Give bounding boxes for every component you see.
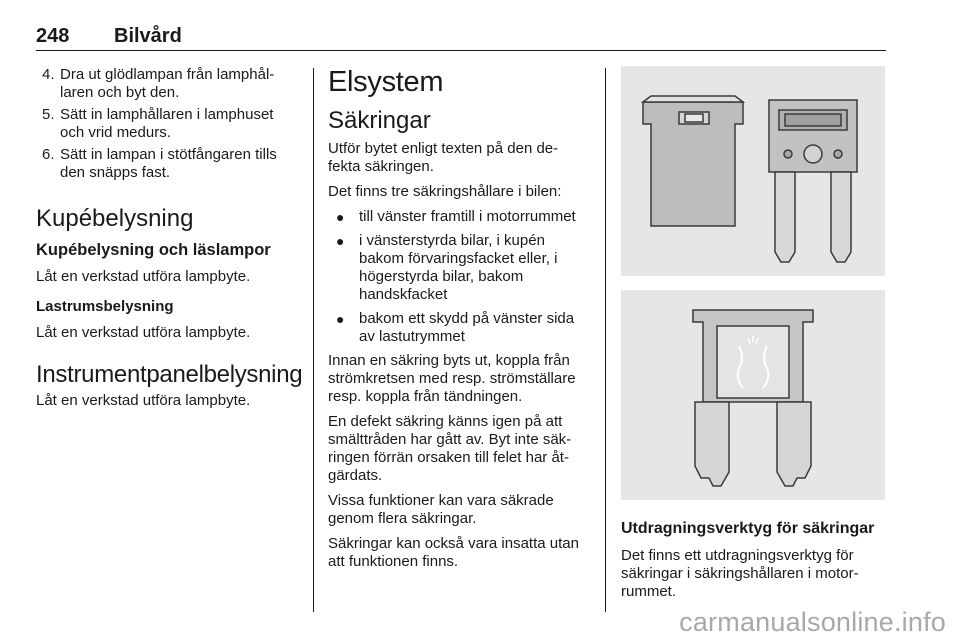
instrument-text: Låt en verkstad utföra lampbyte. (36, 392, 251, 409)
elsystem-title: Elsystem (328, 66, 444, 98)
watermark: carmanualsonline.info (679, 607, 946, 637)
list-item: ● bakom ett skydd på vänster sida av lastutrymmet (336, 310, 575, 345)
bullet-icon: ● (336, 311, 345, 327)
step-list (36, 66, 298, 182)
extractor-heading: Utdragningsverktyg för säkringar (621, 520, 875, 537)
paragraph: Innan en säkring byts ut, koppla från strömkretsen med resp. strömställare resp. koppla från tändningen. (328, 352, 576, 405)
list-item: 6. Sätt in lampan i stötfångaren tills den snäpps fast. (42, 146, 277, 181)
list-item: 5. Sätt in lamphållaren i lamphuset och vrid medurs. (42, 106, 274, 141)
paragraph: En defekt säkring känns igen på att smälttråden har gått av. Byt inte säk-ringen förrän orsaken till felet har åt-gärdats. (328, 413, 572, 484)
column-2 (328, 66, 590, 578)
fuse-drawing (621, 66, 885, 276)
extractor-drawing (621, 290, 885, 500)
paragraph: Vissa funktioner kan vara säkrade genom flera säkringar. (328, 492, 554, 527)
page-header (36, 24, 886, 51)
list-item: ● i vänsterstyrda bilar, i kupén bakom förvaringsfacket eller, i högerstyrda bilar, bakom handskfacket (336, 232, 558, 303)
kupe-text: Låt en verkstad utföra lampbyte. (36, 268, 251, 285)
bullet-icon: ● (336, 209, 345, 225)
extractor-text: Det finns ett utdragningsverktyg för säkringar i säkringshållaren i motor-rummet. (621, 547, 859, 600)
fuse-holder-list (328, 208, 590, 346)
paragraph: Säkringar kan också vara insatta utan att funktionen finns. (328, 535, 579, 570)
sakringar-heading: Säkringar (328, 107, 431, 134)
instrument-heading: Instrumentpanelbelysning (36, 361, 303, 388)
column-divider-right (605, 68, 606, 612)
paragraph: Utför bytet enligt texten på den de-fekta säkringen. (328, 140, 559, 175)
kupe-subheading: Kupébelysning och läslampor (36, 241, 271, 259)
list-item: 4. Dra ut glödlampan från lamphål-laren och byt den. (42, 66, 275, 101)
kupe-heading: Kupébelysning (36, 205, 194, 232)
fuse-illustration-top (621, 66, 885, 276)
column-1 (36, 66, 303, 417)
column-3 (621, 519, 885, 608)
column-divider-left (313, 68, 314, 612)
paragraph: Det finns tre säkringshållare i bilen: (328, 183, 562, 200)
lastrum-heading: Lastrumsbelysning (36, 298, 174, 315)
bullet-icon: ● (336, 233, 345, 249)
page-number: 248 (36, 25, 70, 47)
section-title: Bilvård (114, 25, 182, 47)
fuse-extractor-illustration (621, 290, 885, 500)
list-item: ● till vänster framtill i motorrummet (336, 208, 576, 225)
lastrum-text: Låt en verkstad utföra lampbyte. (36, 324, 251, 341)
